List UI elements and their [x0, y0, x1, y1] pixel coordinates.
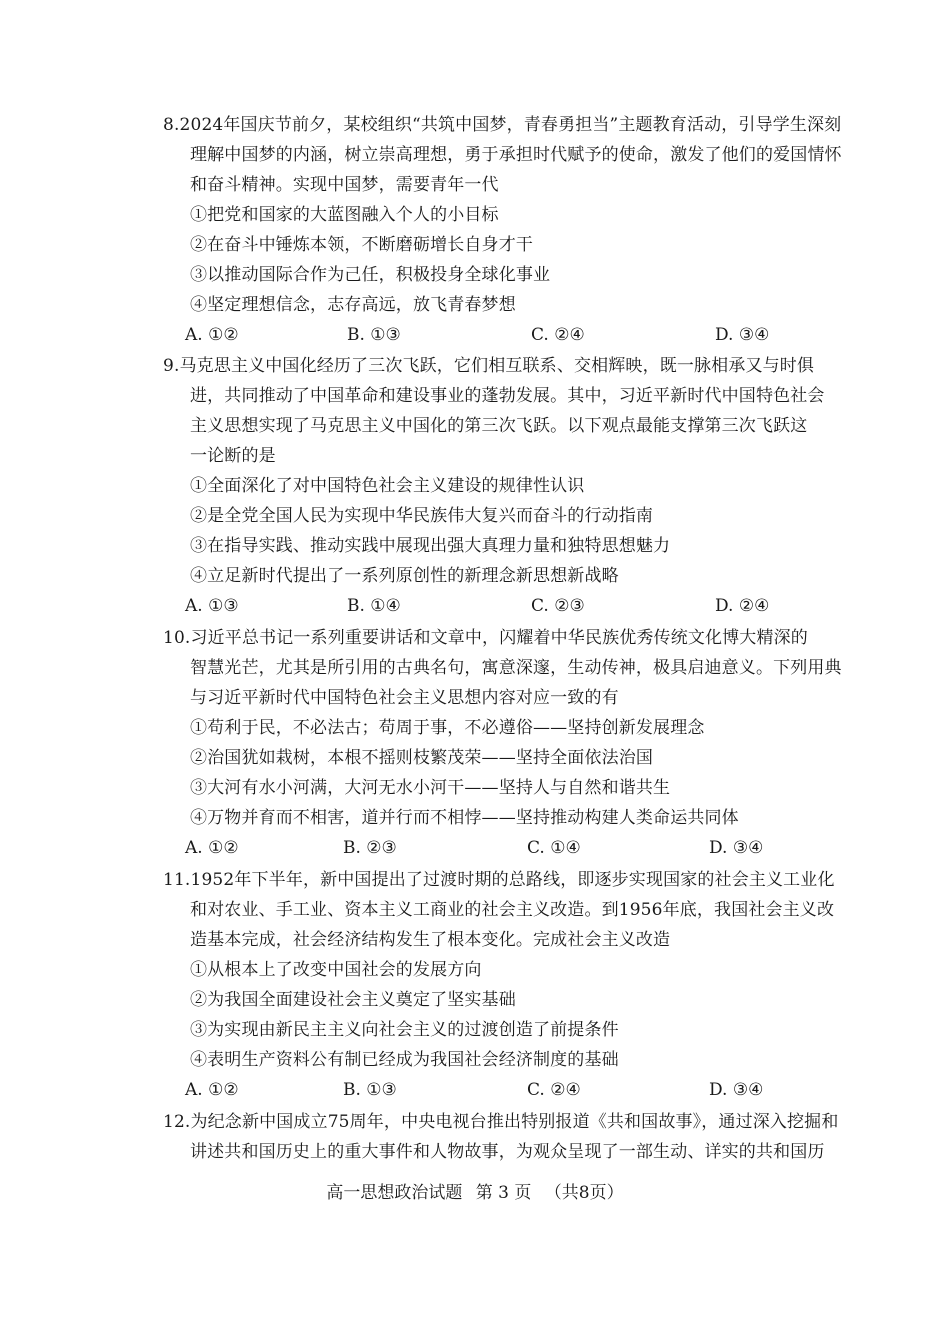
answer-choice-b: B. ②③: [343, 838, 397, 858]
answer-choice-a: A. ①②: [185, 838, 239, 858]
option-statement: ①从根本上了改变中国社会的发展方向: [190, 960, 482, 980]
footer-title: 高一思想政治试题: [326, 1183, 463, 1203]
answer-choice-d: D. ③④: [709, 838, 764, 858]
answer-choice-d: D. ③④: [709, 1080, 764, 1100]
question-number: 9.: [163, 356, 180, 376]
footer-page-number: 第 3 页: [475, 1183, 532, 1203]
answer-choice-d: D. ②④: [715, 596, 770, 616]
option-statement: ②为我国全面建设社会主义奠定了坚实基础: [190, 990, 516, 1010]
question-stem-line: 讲述共和国历史上的重大事件和人物故事，为观众呈现了一部生动、详实的共和国历: [190, 1142, 825, 1162]
option-statement: ④坚定理想信念，志存高远，放飞青春梦想: [190, 295, 516, 315]
question-stem-line: 9.马克思主义中国化经历了三次飞跃，它们相互联系、交相辉映，既一脉相承又与时俱: [163, 356, 815, 376]
answer-choice-c: C. ②④: [531, 325, 585, 345]
option-statement: ②治国犹如栽树，本根不摇则枝繁茂荣——坚持全面依法治国: [190, 748, 654, 768]
question-stem-line: 主义思想实现了马克思主义中国化的第三次飞跃。以下观点最能支撑第三次飞跃这: [190, 416, 808, 436]
option-statement: ③以推动国际合作为己任，积极投身全球化事业: [190, 265, 551, 285]
option-statement: ④表明生产资料公有制已经成为我国社会经济制度的基础: [190, 1050, 619, 1070]
question-stem-line: 8.2024年国庆节前夕，某校组织“共筑中国梦，青春勇担当”主题教育活动，引导学生深刻: [163, 115, 842, 135]
option-statement: ②在奋斗中锤炼本领，不断磨砺增长自身才干: [190, 235, 533, 255]
answer-choice-b: B. ①③: [343, 1080, 397, 1100]
answer-choice-c: C. ②④: [527, 1080, 581, 1100]
footer-total-pages: （共8页）: [544, 1183, 624, 1203]
question-stem-line: 一论断的是: [190, 446, 276, 466]
question-number: 10.: [163, 628, 191, 648]
option-statement: ③为实现由新民主主义向社会主义的过渡创造了前提条件: [190, 1020, 619, 1040]
option-statement: ①苟利于民，不必法古；苟周于事，不必遵俗——坚持创新发展理念: [190, 718, 705, 738]
question-stem-line: 进，共同推动了中国革命和建设事业的蓬勃发展。其中，习近平新时代中国特色社会: [190, 386, 825, 406]
option-statement: ③大河有水小河满，大河无水小河干——坚持人与自然和谐共生: [190, 778, 671, 798]
question-stem-line: 和奋斗精神。实现中国梦，需要青年一代: [190, 175, 499, 195]
option-statement: ①把党和国家的大蓝图融入个人的小目标: [190, 205, 499, 225]
question-stem-line: 12.为纪念新中国成立75周年，中央电视台推出特别报道《共和国故事》，通过深入挖掘和: [163, 1112, 839, 1132]
answer-choice-d: D. ③④: [715, 325, 770, 345]
answer-choice-c: C. ①④: [527, 838, 581, 858]
answer-choice-c: C. ②③: [531, 596, 585, 616]
answer-choice-b: B. ①③: [347, 325, 401, 345]
page-footer: [0, 1182, 950, 1204]
question-stem-line: 智慧光芒，尤其是所引用的古典名句，寓意深邃，生动传神，极具启迪意义。下列用典: [190, 658, 842, 678]
answer-choice-a: A. ①③: [185, 596, 239, 616]
option-statement: ④万物并育而不相害，道并行而不相悖——坚持推动构建人类命运共同体: [190, 808, 739, 828]
question-stem-line: 造基本完成，社会经济结构发生了根本变化。完成社会主义改造: [190, 930, 671, 950]
question-stem-line: 10.习近平总书记一系列重要讲话和文章中，闪耀着中华民族优秀传统文化博大精深的: [163, 628, 808, 648]
question-number: 11.: [163, 870, 191, 890]
option-statement: ①全面深化了对中国特色社会主义建设的规律性认识: [190, 476, 585, 496]
option-statement: ④立足新时代提出了一系列原创性的新理念新思想新战略: [190, 566, 619, 586]
question-stem-line: 11.1952年下半年，新中国提出了过渡时期的总路线，即逐步实现国家的社会主义工业化: [163, 870, 835, 890]
answer-choice-b: B. ①④: [347, 596, 401, 616]
answer-choice-a: A. ①②: [185, 1080, 239, 1100]
option-statement: ②是全党全国人民为实现中华民族伟大复兴而奋斗的行动指南: [190, 506, 654, 526]
question-stem-line: 理解中国梦的内涵，树立崇高理想，勇于承担时代赋予的使命，激发了他们的爱国情怀: [190, 145, 842, 165]
question-number: 12.: [163, 1112, 191, 1132]
option-statement: ③在指导实践、推动实践中展现出强大真理力量和独特思想魅力: [190, 536, 671, 556]
question-stem-line: 与习近平新时代中国特色社会主义思想内容对应一致的有: [190, 688, 619, 708]
answer-choice-a: A. ①②: [185, 325, 239, 345]
question-number: 8.: [163, 115, 180, 135]
question-stem-line: 和对农业、手工业、资本主义工商业的社会主义改造。到1956年底，我国社会主义改: [190, 900, 835, 920]
